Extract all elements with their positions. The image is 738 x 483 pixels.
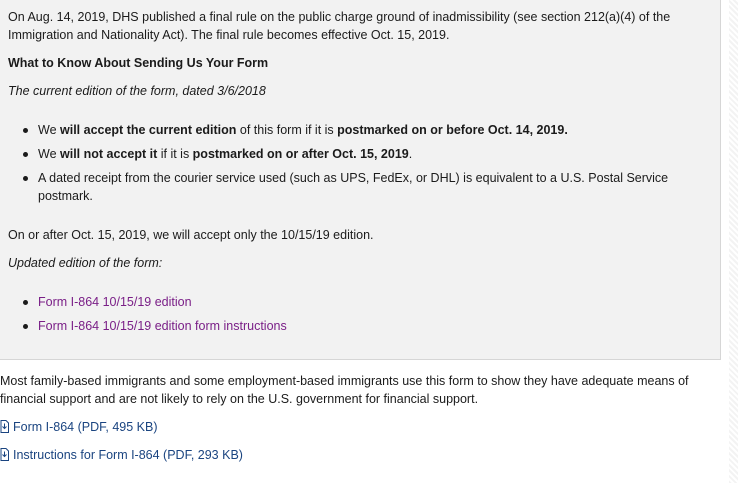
list-item [0, 317, 698, 335]
edition-links [0, 293, 698, 335]
form-edition-link[interactable]: Form I-864 10/15/19 edition [38, 295, 192, 309]
bullet-dot [23, 324, 28, 329]
page-edge-pattern [729, 0, 738, 483]
updated-edition-label: Updated edition of the form: [8, 256, 163, 270]
bullet-dot [23, 176, 28, 181]
bullet1-bold2: postmarked on or before Oct. 14, 2019. [337, 123, 568, 137]
bullet1-bold1: will accept the current edition [60, 123, 237, 137]
list-item [0, 145, 698, 163]
bullet2-post: . [408, 147, 413, 161]
notice-heading: What to Know About Sending Us Your Form [8, 56, 269, 70]
notice-intro: On Aug. 14, 2019, DHS published a final rule on the public charge ground of inadmissibility (see section 212(a)(4) of the Immigration and Nationality Act). The final rule becomes effective Oct. 15, 2019. [8, 10, 671, 42]
pdf-download-icon [0, 448, 9, 466]
bullet2-pre: We [38, 147, 60, 161]
rules-list [0, 121, 698, 205]
bullet1-mid: of this form if it is [236, 123, 338, 137]
list-item [0, 293, 698, 311]
download-form-pdf[interactable] [0, 418, 158, 438]
form-pdf-link[interactable]: Form I-864 (PDF, 495 KB) [13, 420, 158, 434]
form-instructions-link[interactable]: Form I-864 10/15/19 edition form instructions [38, 319, 287, 333]
bullet-dot [23, 152, 28, 157]
instructions-pdf-link[interactable]: Instructions for Form I-864 (PDF, 293 KB) [13, 448, 243, 462]
bullet2-mid: if it is [157, 147, 193, 161]
bullet2-bold2: postmarked on or after Oct. 15, 2019 [192, 147, 409, 161]
list-item [0, 169, 698, 205]
download-instructions-pdf[interactable] [0, 446, 243, 466]
bullet2-bold1: will not accept it [60, 147, 158, 161]
bullet1-pre: We [38, 123, 60, 137]
bullet-dot [23, 128, 28, 133]
bullet3-text: A dated receipt from the courier service used (such as UPS, FedEx, or DHL) is equivalent to a U.S. Postal Service postmark. [38, 171, 669, 203]
form-description: Most family-based immigrants and some employment-based immigrants use this form to show they have adequate means of financial support and are not likely to rely on the U.S. government for financial support. [0, 374, 689, 406]
list-item [0, 121, 698, 139]
pdf-download-icon [0, 420, 9, 438]
after-date-text: On or after Oct. 15, 2019, we will accept only the 10/15/19 edition. [8, 228, 374, 242]
current-edition-label: The current edition of the form, dated 3/6/2018 [8, 84, 266, 98]
bullet-dot [23, 300, 28, 305]
